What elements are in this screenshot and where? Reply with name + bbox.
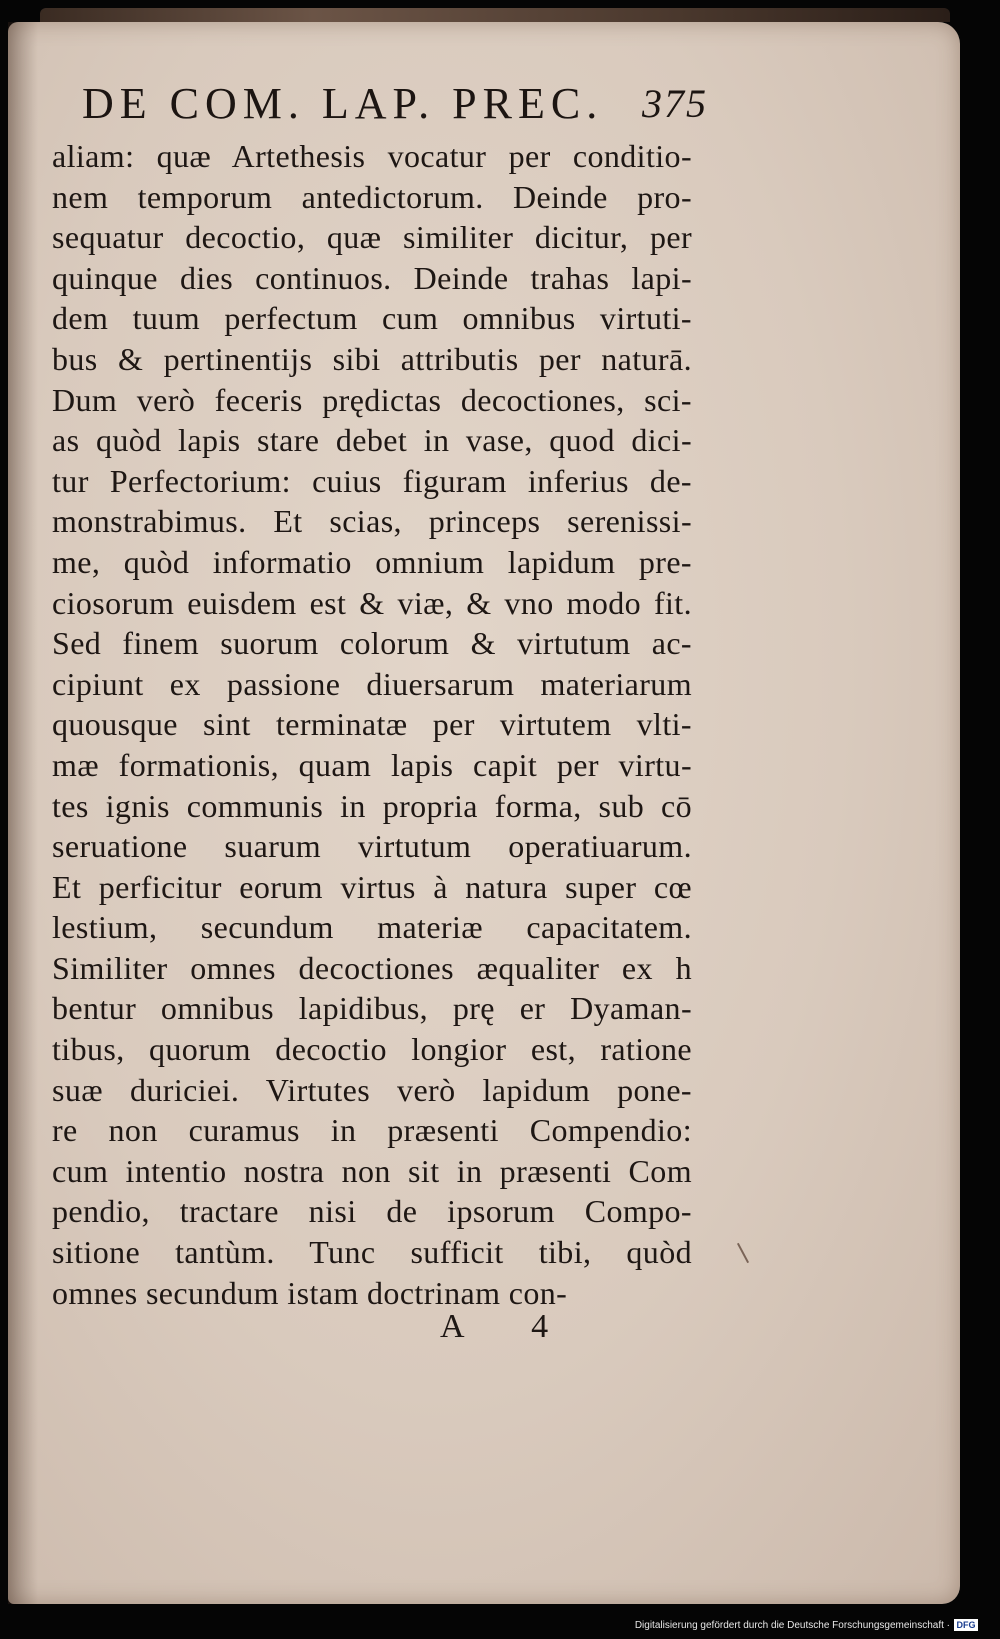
running-head [82, 78, 708, 134]
signature-mark: A 4 [440, 1308, 579, 1345]
text-line: tes ignis communis in propria forma, sub cō [52, 787, 692, 824]
text-line: lestium, secundum materiæ capacitatem. [52, 909, 692, 946]
text-line: ciosorum euisdem est & viæ, & vno modo fit. [52, 584, 692, 621]
text-line: re non curamus in præsenti Compendio: [52, 1112, 692, 1149]
text-line: sitione tantùm. Tunc sufficit tibi, quòd [52, 1234, 692, 1271]
dfg-logo-icon: DFG [954, 1619, 978, 1631]
text-line: tibus, quorum decoctio longior est, ratione [52, 1031, 692, 1068]
text-line: tur Perfectorium: cuius figuram inferius de- [52, 462, 692, 499]
text-line: bentur omnibus lapidibus, prę er Dyaman- [52, 990, 692, 1027]
text-line: sequatur decoctio, quæ similiter dicitur, per [52, 219, 692, 256]
text-line: pendio, tractare nisi de ipsorum Compo- [52, 1193, 692, 1230]
text-line: quinque dies continuos. Deinde trahas lapi- [52, 259, 692, 296]
page-number: 375 [642, 81, 708, 126]
text-line: monstrabimus. Et scias, princeps serenissi- [52, 503, 692, 540]
text-line: omnes secundum istam doctrinam con- [52, 1274, 568, 1311]
text-line: dem tuum perfectum cum omnibus virtuti- [52, 300, 692, 337]
book-edge [40, 8, 950, 22]
text-line: nem temporum antedictorum. Deinde pro- [52, 178, 692, 215]
text-line: cum intentio nostra non sit in præsenti Com [52, 1152, 692, 1189]
text-line: cipiunt ex passione diuersarum materiarum [52, 665, 692, 702]
text-line: suæ duriciei. Virtutes verò lapidum pone- [52, 1071, 692, 1108]
text-line: as quòd lapis stare debet in vase, quod dici- [52, 422, 692, 459]
running-head-title: DE COM. LAP. PREC. [82, 79, 604, 128]
text-line: mæ formationis, quam lapis capit per virtu- [52, 746, 692, 783]
funding-credit: Digitalisierung gefördert durch die Deutsche Forschungsgemeinschaft · [634, 1620, 950, 1631]
text-line: Sed finem suorum colorum & virtutum ac- [52, 625, 692, 662]
text-line: bus & pertinentijs sibi attributis per naturā. [52, 340, 692, 377]
text-line: seruatione suarum virtutum operatiuarum. [52, 828, 692, 865]
text-line: me, quòd informatio omnium lapidum pre- [52, 543, 692, 580]
text-line: Et perficitur eorum virtus à natura super cœ [52, 868, 692, 905]
text-line: Similiter omnes decoctiones æqualiter ex h [52, 949, 692, 986]
text-line: quousque sint terminatæ per virtutem vlti- [52, 706, 692, 743]
text-line: Dum verò feceris prędictas decoctiones, sci- [52, 381, 692, 418]
body-text [52, 136, 692, 1313]
text-line: aliam: quæ Artethesis vocatur per conditio- [52, 138, 692, 174]
